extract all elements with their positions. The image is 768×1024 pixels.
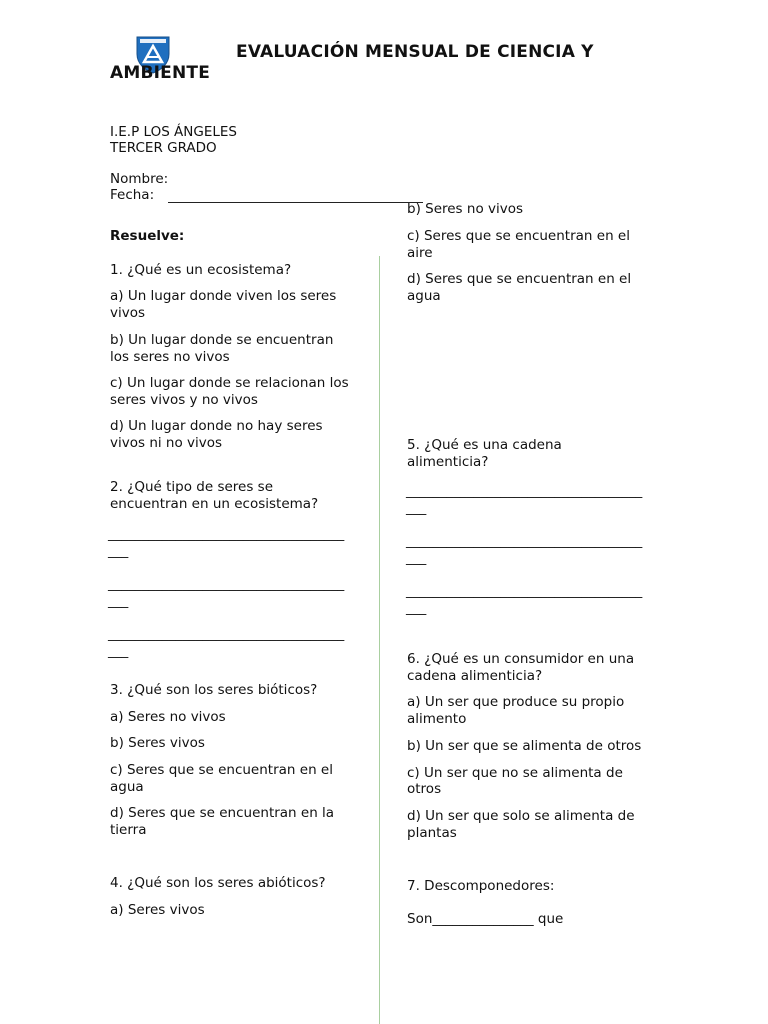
question-6: 6. ¿Qué es un consumidor en una: [407, 651, 635, 667]
q1-option-a-cont: vivos: [110, 305, 146, 321]
q3-option-c-cont: agua: [110, 779, 144, 795]
q6-option-c: c) Un ser que no se alimenta de: [407, 765, 623, 781]
school-name: I.E.P LOS ÁNGELES: [110, 124, 237, 140]
q4-option-c: c) Seres que se encuentran en el: [407, 228, 630, 244]
q4-option-d-cont: agua: [407, 288, 441, 304]
question-2-cont: encuentran en un ecosistema?: [110, 496, 319, 512]
q3-option-b: b) Seres vivos: [110, 735, 205, 751]
q1-option-d: d) Un lugar donde no hay seres: [110, 418, 323, 434]
q6-option-d-cont: plantas: [407, 825, 457, 841]
question-3: 3. ¿Qué son los seres bióticos?: [110, 682, 318, 698]
q2-answer-line-3: ___________________________________: [108, 626, 345, 642]
date-label: Fecha:: [110, 187, 155, 203]
instructions-heading: Resuelve:: [110, 228, 185, 244]
question-5: 5. ¿Qué es una cadena: [407, 437, 562, 453]
question-2: 2. ¿Qué tipo de seres se: [110, 479, 274, 495]
q7-answer-line: Son_______________ que: [407, 911, 564, 927]
q4-option-c-cont: aire: [407, 245, 433, 261]
q1-option-b-cont: los seres no vivos: [110, 349, 230, 365]
q6-option-d: d) Un ser que solo se alimenta de: [407, 808, 635, 824]
q5-answer-line-2: ___________________________________: [406, 533, 643, 549]
q2-answer-line-2-cont: ___: [108, 593, 129, 609]
q5-answer-line-3-cont: ___: [406, 600, 427, 616]
question-6-cont: cadena alimenticia?: [407, 668, 543, 684]
q2-answer-line-1-cont: ___: [108, 543, 129, 559]
q5-answer-line-1-cont: ___: [406, 500, 427, 516]
q6-option-c-cont: otros: [407, 781, 442, 797]
q1-option-c: c) Un lugar donde se relacionan los: [110, 375, 349, 391]
page-title: EVALUACIÓN MENSUAL DE CIENCIA Y: [236, 42, 594, 62]
question-1: 1. ¿Qué es un ecosistema?: [110, 262, 292, 278]
page-title-continued: AMBIENTE: [110, 63, 211, 83]
q1-option-a: a) Un lugar donde viven los seres: [110, 288, 337, 304]
q4-option-b: b) Seres no vivos: [407, 201, 524, 217]
q2-answer-line-1: ___________________________________: [108, 526, 345, 542]
q2-answer-line-3-cont: ___: [108, 643, 129, 659]
q2-answer-line-2: ___________________________________: [108, 576, 345, 592]
date-blank-line: [168, 202, 423, 203]
q6-option-a-cont: alimento: [407, 711, 467, 727]
grade-label: TERCER GRADO: [110, 140, 217, 156]
name-label: Nombre:: [110, 171, 169, 187]
question-7: 7. Descomponedores:: [407, 878, 555, 894]
q3-option-d-cont: tierra: [110, 822, 147, 838]
column-divider: [379, 256, 380, 1024]
q5-answer-line-2-cont: ___: [406, 550, 427, 566]
question-5-cont: alimenticia?: [407, 454, 489, 470]
q4-option-d: d) Seres que se encuentran en el: [407, 271, 632, 287]
question-4: 4. ¿Qué son los seres abióticos?: [110, 875, 326, 891]
q1-option-d-cont: vivos ni no vivos: [110, 435, 223, 451]
q4-option-a: a) Seres vivos: [110, 902, 205, 918]
q1-option-c-cont: seres vivos y no vivos: [110, 392, 258, 408]
q5-answer-line-1: ___________________________________: [406, 483, 643, 499]
q6-option-a: a) Un ser que produce su propio: [407, 694, 625, 710]
q5-answer-line-3: ___________________________________: [406, 583, 643, 599]
q1-option-b: b) Un lugar donde se encuentran: [110, 332, 334, 348]
q3-option-a: a) Seres no vivos: [110, 709, 226, 725]
q3-option-c: c) Seres que se encuentran en el: [110, 762, 333, 778]
q6-option-b: b) Un ser que se alimenta de otros: [407, 738, 642, 754]
q3-option-d: d) Seres que se encuentran en la: [110, 805, 335, 821]
